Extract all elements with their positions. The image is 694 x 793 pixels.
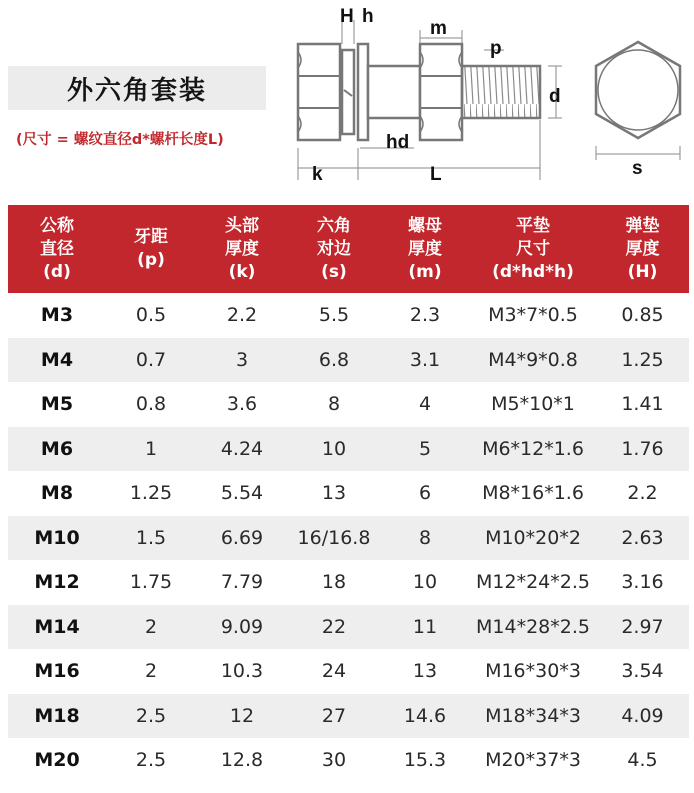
table-row [8,649,689,694]
table-body [8,293,689,783]
table-header-row [8,205,689,293]
column-header [8,205,106,293]
table-cell: M16*30*3 [485,660,581,683]
table-cell: 24 [321,660,347,683]
table-cell: 18 [321,571,347,594]
table-cell: M3*7*0.5 [488,304,578,327]
table-cell: 16/16.8 [288,516,380,561]
table-cell: 4.5 [627,749,658,772]
table-cell: 12 [196,694,288,739]
table-row [8,293,689,338]
table-cell: 13 [321,482,347,505]
table-cell: M20*37*3 [485,749,581,772]
table-cell: M14*28*2.5 [470,605,596,650]
table-cell: 1.75 [129,571,173,594]
table-row [8,382,689,427]
table-cell: M12*24*2.5 [476,571,590,594]
product-header [0,0,694,205]
size-cell: M5 [40,393,74,416]
dim-label-p: p [490,38,502,59]
column-header-line: 平垫 [516,215,550,236]
dim-label-s: s [632,158,643,179]
table-cell: 8 [380,516,470,561]
dim-label-h: h [362,6,374,27]
column-header-line: (p) [137,250,165,270]
dim-label-m: m [430,18,447,39]
dim-label-H: H [340,6,354,27]
spec-table [8,205,689,783]
column-header [288,205,380,293]
table-row [8,516,689,561]
table-cell: 1.41 [621,393,664,416]
size-cell: M8 [40,482,74,505]
table-cell: 6.69 [196,516,288,561]
table-cell: 5 [380,427,470,472]
size-cell: M6 [8,427,106,472]
column-header-line: 六角 [317,215,351,236]
column-header-line: 尺寸 [516,238,550,259]
table-cell: 3.1 [380,338,470,383]
column-header-line: (m) [408,261,442,282]
table-cell: M18*34*3 [470,694,596,739]
size-cell: M12 [34,571,80,594]
table-cell: 14.6 [380,694,470,739]
table-cell: 5.54 [220,482,264,505]
table-cell: M5*10*1 [491,393,575,416]
table-cell: 4.09 [596,694,689,739]
size-cell: M10 [8,516,106,561]
table-cell: M6*12*1.6 [470,427,596,472]
column-header-line: (H) [627,261,658,282]
table-cell: M8*16*1.6 [482,482,584,505]
table-cell: 30 [321,749,347,772]
table-cell: 6 [418,482,432,505]
size-cell: M16 [34,660,80,683]
column-header [470,205,596,293]
column-header-line: 厚度 [225,238,259,259]
page-title: 外六角套装 [66,75,207,106]
column-header-line: 对边 [317,238,351,259]
table-cell: 1.25 [129,482,173,505]
table-cell: 1.25 [596,338,689,383]
dim-label-hd: hd [386,132,410,153]
table-cell: 3.6 [226,393,258,416]
table-cell: 2.5 [135,749,167,772]
size-cell: M4 [8,338,106,383]
table-cell: 2.97 [596,605,689,650]
column-header-line: (d) [43,261,71,282]
column-header-line: 公称 [40,215,74,236]
table-cell: 6.8 [288,338,380,383]
table-cell: 0.5 [135,304,167,327]
table-cell: 27 [288,694,380,739]
dim-label-k: k [312,164,323,185]
table-row [8,738,689,783]
table-cell: 1.76 [596,427,689,472]
table-cell: 4 [418,393,432,416]
table-cell: 4.24 [196,427,288,472]
table-row [8,560,689,605]
table-cell: 0.85 [621,304,664,327]
table-cell: 5.5 [318,304,350,327]
table-cell: M10*20*2 [470,516,596,561]
table-cell: 0.7 [106,338,196,383]
table-cell: 2.5 [106,694,196,739]
size-cell: M3 [40,304,74,327]
table-cell: 12.8 [220,749,264,772]
table-cell: 2 [106,605,196,650]
column-header-line: 螺母 [408,215,442,236]
size-cell: M14 [8,605,106,650]
table-cell: 1.5 [106,516,196,561]
table-cell: 3 [196,338,288,383]
table-cell: 10 [412,571,438,594]
column-header-line: (k) [228,261,256,282]
column-header-line: 弹垫 [625,215,660,236]
table-cell: 10.3 [220,660,264,683]
table-cell: 7.79 [220,571,264,594]
table-row [8,605,689,650]
column-header-line: 厚度 [625,238,660,259]
hex-end-view-diagram [588,38,688,162]
table-cell: 10 [288,427,380,472]
table-cell: 9.09 [196,605,288,650]
size-cell: M18 [8,694,106,739]
table-cell: 11 [380,605,470,650]
size-cell: M20 [34,749,80,772]
table-cell: 2.2 [226,304,258,327]
column-header-line: 厚度 [408,238,442,259]
table-cell: 22 [288,605,380,650]
table-cell: 2.63 [596,516,689,561]
size-note: (尺寸 = 螺纹直径d*螺杆长度L) [16,132,224,148]
column-header [380,205,470,293]
table-cell: 3.16 [621,571,664,594]
table-cell: 13 [412,660,438,683]
column-header-line: 牙距 [134,227,168,247]
dim-label-L: L [430,164,442,185]
column-header [596,205,689,293]
table-row [8,471,689,516]
column-header-line: 直径 [40,238,74,259]
table-cell: 2 [144,660,158,683]
table-cell: 3.54 [621,660,664,683]
table-row [8,338,689,383]
table-cell: 1 [106,427,196,472]
column-header-line: (d*hd*h) [492,261,574,282]
column-header [196,205,288,293]
dim-label-d: d [549,86,561,107]
table-row [8,694,689,739]
table-cell: 15.3 [403,749,447,772]
table-cell: 2.2 [627,482,658,505]
table-row [8,427,689,472]
table-cell: 2.3 [409,304,441,327]
column-header [106,205,196,293]
column-header-line: 头部 [225,215,259,236]
table-cell: M4*9*0.8 [470,338,596,383]
column-header-line: (s) [321,261,347,282]
table-cell: 8 [327,393,341,416]
title-box [8,66,266,110]
table-cell: 0.8 [135,393,167,416]
